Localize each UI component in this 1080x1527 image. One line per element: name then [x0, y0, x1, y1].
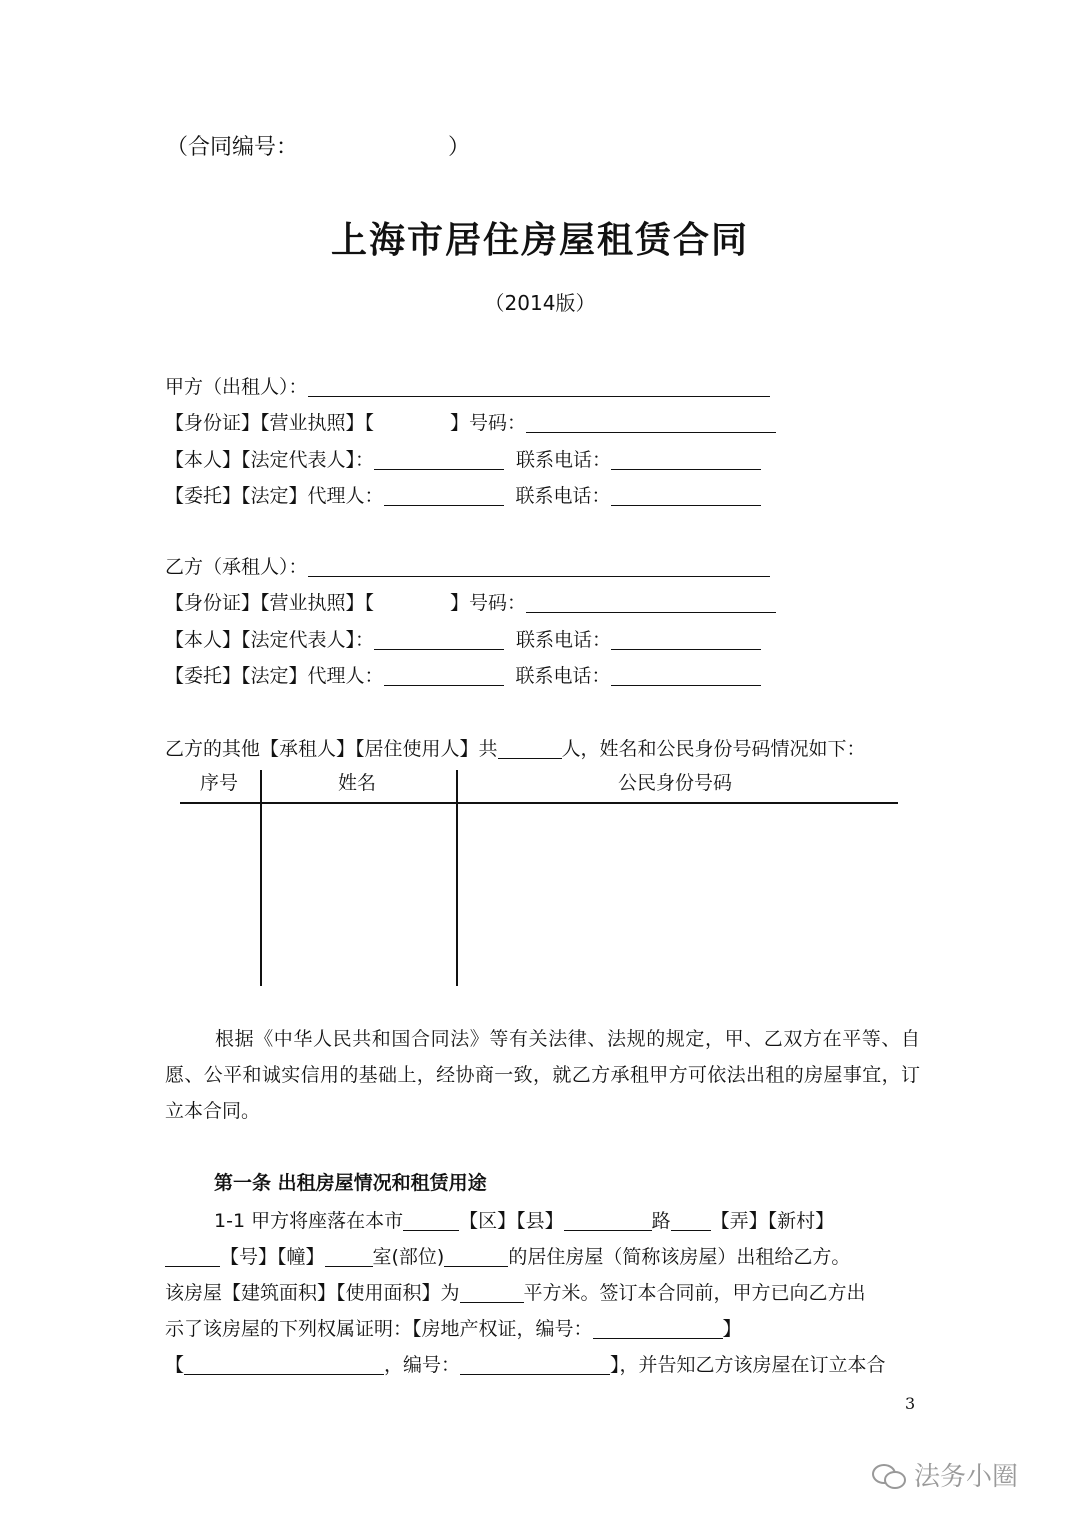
- article-1-l3-a: 该房屋【建筑面积】【使用面积】为: [165, 1282, 460, 1304]
- party-b-rep-row: [165, 625, 761, 652]
- document-title: 上海市居住房屋租赁合同: [330, 219, 749, 261]
- party-b-agent-label: 【委托】【法定】代理人：: [165, 665, 384, 687]
- party-b-rep-phone-label: 联系电话：: [516, 629, 612, 651]
- article-1-l2-a: 【号】【幢】: [220, 1246, 325, 1268]
- party-b-agent-phone-field[interactable]: [611, 665, 761, 686]
- contract-number-close: ）: [448, 135, 471, 160]
- other-occupants-count-field[interactable]: [498, 738, 562, 759]
- article-1-l1-a: 1-1 甲方将座落在本市: [214, 1210, 404, 1232]
- intro-paragraph: 根据《中华人民共和国合同法》等有关法律、法规的规定，甲、乙双方在平等、自愿、公平和诚实信用的基础上，经协商一致，就乙方承租甲方可依法出租的房屋事宜，订立本合同。: [165, 1028, 920, 1122]
- party-b-label: 乙方（承租人）：: [165, 556, 308, 578]
- article-1-line-1: [214, 1206, 834, 1233]
- party-b-name-row: [165, 552, 770, 579]
- party-b-id-suffix: 】号码：: [450, 592, 527, 614]
- table-header-id: 公民身份号码: [618, 772, 733, 794]
- other-occupants-prefix: 乙方的其他【承租人】【居住使用人】共: [165, 738, 498, 760]
- party-b-agent-field[interactable]: [384, 665, 504, 686]
- article-1-l4-b: 】: [722, 1318, 742, 1340]
- page-number: 3: [905, 1394, 916, 1413]
- other-occupants-row: [165, 734, 866, 761]
- article-1-l2-c: 的居住房屋（简称该房屋）出租给乙方。: [508, 1246, 851, 1268]
- table-col-divider-2: [456, 770, 458, 986]
- party-a-agent-field[interactable]: [384, 485, 504, 506]
- article-1-l3-b: 平方米。签订本合同前，甲方已向乙方出: [523, 1282, 866, 1304]
- wechat-icon: [872, 1462, 906, 1488]
- party-b-agent-phone-label: 联系电话：: [515, 665, 611, 687]
- party-a-label: 甲方（出租人）：: [165, 376, 308, 398]
- contract-number: [166, 130, 470, 161]
- party-a-agent-phone-field[interactable]: [611, 485, 761, 506]
- party-a-agent-row: [165, 481, 761, 508]
- table-header-no: 序号: [200, 772, 239, 794]
- article-1-line-3: [165, 1278, 866, 1305]
- article-1-l4-a: 示了该房屋的下列权属证明：【房地产权证，编号：: [165, 1318, 593, 1340]
- part-field[interactable]: [444, 1246, 508, 1267]
- table-header-rule: [180, 802, 898, 804]
- article-1-l1-b: 【区】【县】: [459, 1210, 564, 1232]
- other-occupants-suffix: 人，姓名和公民身份号码情况如下：: [561, 738, 866, 760]
- party-a-rep-label: 【本人】【法定代表人】：: [165, 449, 375, 471]
- party-a-rep-phone-label: 联系电话：: [516, 449, 612, 471]
- party-a-id-row: [165, 408, 776, 435]
- article-1-l1-d: 【弄】【新村】: [710, 1210, 835, 1232]
- contract-number-label: （合同编号：: [166, 135, 299, 160]
- other-certificate-field[interactable]: [184, 1354, 384, 1375]
- table-header-name: 姓名: [338, 772, 377, 794]
- article-1-l5-a: 【: [165, 1354, 185, 1376]
- party-a-agent-phone-label: 联系电话：: [515, 485, 611, 507]
- party-b-id-field[interactable]: [526, 592, 776, 613]
- article-1-l5-c: 】，并告知乙方该房屋在订立本合: [610, 1354, 886, 1376]
- district-field[interactable]: [403, 1210, 459, 1231]
- party-a-rep-field[interactable]: [374, 449, 504, 470]
- article-1-line-5: [165, 1350, 886, 1377]
- party-a-id-suffix: 】号码：: [450, 412, 527, 434]
- lane-field[interactable]: [671, 1210, 711, 1231]
- other-certificate-number-field[interactable]: [460, 1354, 610, 1375]
- table-col-divider-1: [260, 770, 262, 986]
- article-1-l1-c: 路: [651, 1210, 671, 1232]
- party-a-rep-row: [165, 445, 761, 472]
- party-b-id-prefix: 【身份证】【营业执照】【: [165, 592, 375, 614]
- party-b-name-field[interactable]: [308, 556, 770, 577]
- party-a-agent-label: 【委托】【法定】代理人：: [165, 485, 384, 507]
- party-b-rep-phone-field[interactable]: [611, 629, 761, 650]
- party-a-rep-phone-field[interactable]: [611, 449, 761, 470]
- certificate-number-field[interactable]: [593, 1318, 723, 1339]
- article-1-line-2: [165, 1242, 850, 1269]
- party-b-rep-field[interactable]: [374, 629, 504, 650]
- article-1-line-4: [165, 1314, 742, 1341]
- watermark: [872, 1456, 1018, 1493]
- room-field[interactable]: [325, 1246, 373, 1267]
- article-1-l5-b: ，编号：: [384, 1354, 461, 1376]
- party-a-id-prefix: 【身份证】【营业执照】【: [165, 412, 375, 434]
- number-field[interactable]: [165, 1246, 220, 1267]
- article-1-heading: 第一条 出租房屋情况和租赁用途: [214, 1172, 487, 1194]
- article-1-l2-b: 室(部位): [372, 1246, 445, 1268]
- area-field[interactable]: [460, 1282, 524, 1303]
- road-field[interactable]: [564, 1210, 652, 1231]
- party-b-agent-row: [165, 661, 761, 688]
- party-a-name-field[interactable]: [308, 376, 770, 397]
- edition-label: （2014版）: [484, 291, 596, 315]
- watermark-text: 法务小圈: [914, 1462, 1019, 1492]
- party-a-name-row: [165, 372, 770, 399]
- party-a-id-field[interactable]: [526, 412, 776, 433]
- party-b-rep-label: 【本人】【法定代表人】：: [165, 629, 375, 651]
- party-b-id-row: [165, 588, 776, 615]
